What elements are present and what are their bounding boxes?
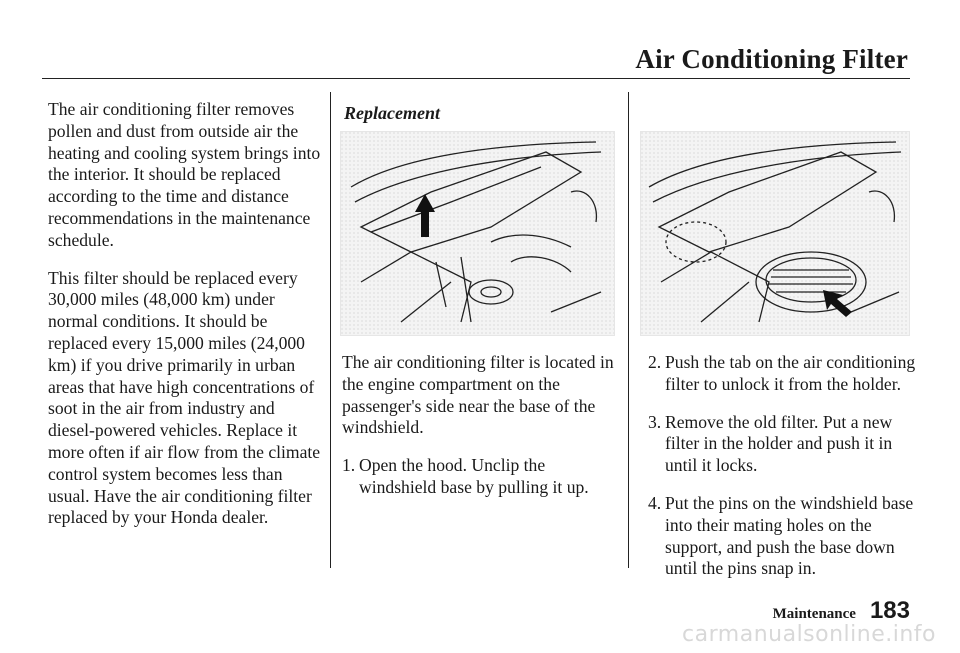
location-paragraph: The air conditioning filter is located in the engine compartment on the passenger's side near the base of the windshield. [342, 352, 614, 438]
windshield-base-illustration [340, 131, 615, 336]
page-footer [773, 597, 910, 625]
section-label: Maintenance [772, 606, 856, 622]
step-number: 2. [648, 352, 662, 372]
column-divider-2 [628, 92, 629, 568]
step-item [342, 455, 620, 499]
page-number: 183 [869, 597, 910, 624]
steps-column [648, 352, 923, 596]
step-text: Push the tab on the air conditioning filter to unlock it from the holder. [665, 352, 916, 394]
intro-paragraph-2: This filter should be replaced every 30,000 miles (48,000 km) under normal conditions. It should be replaced every 15,000 miles (24,000 km) if you drive primarily in urban areas that have high concentrations of soot in the air from industry and diesel-powered vehicles. Replace it more often if air flow from the climate control system becomes less than usual. Have the air conditioning filter replaced by your Honda dealer. [48, 267, 321, 528]
column-divider-1 [330, 92, 331, 568]
page-title: Air Conditioning Filter [635, 44, 908, 74]
replacement-subheading: Replacement [344, 103, 440, 123]
intro-paragraph-1: The air conditioning filter removes pollen and dust from outside air the heating and cooling system brings into the interior. It should be replaced according to the time and distance recommendations in the maintenance schedule. [48, 99, 321, 250]
step-item [648, 493, 923, 580]
header-rule [42, 78, 910, 79]
step-item [648, 412, 923, 477]
step-number: 1. [342, 455, 356, 476]
step-text: Open the hood. Unclip the windshield base by pulling it up. [359, 455, 589, 497]
intro-column [48, 99, 323, 545]
step-number: 3. [648, 411, 662, 432]
filter-holder-illustration [640, 131, 910, 336]
watermark: carmanualsonline.info [682, 622, 936, 647]
step-number: 4. [648, 492, 662, 513]
step-item [648, 352, 923, 396]
replacement-column [342, 352, 620, 515]
step-text: Put the pins on the windshield base into their mating holes on the support, and push the base down until the pins snap in. [665, 492, 914, 579]
step-text: Remove the old filter. Put a new filter in the holder and push it in until it locks. [665, 411, 893, 476]
